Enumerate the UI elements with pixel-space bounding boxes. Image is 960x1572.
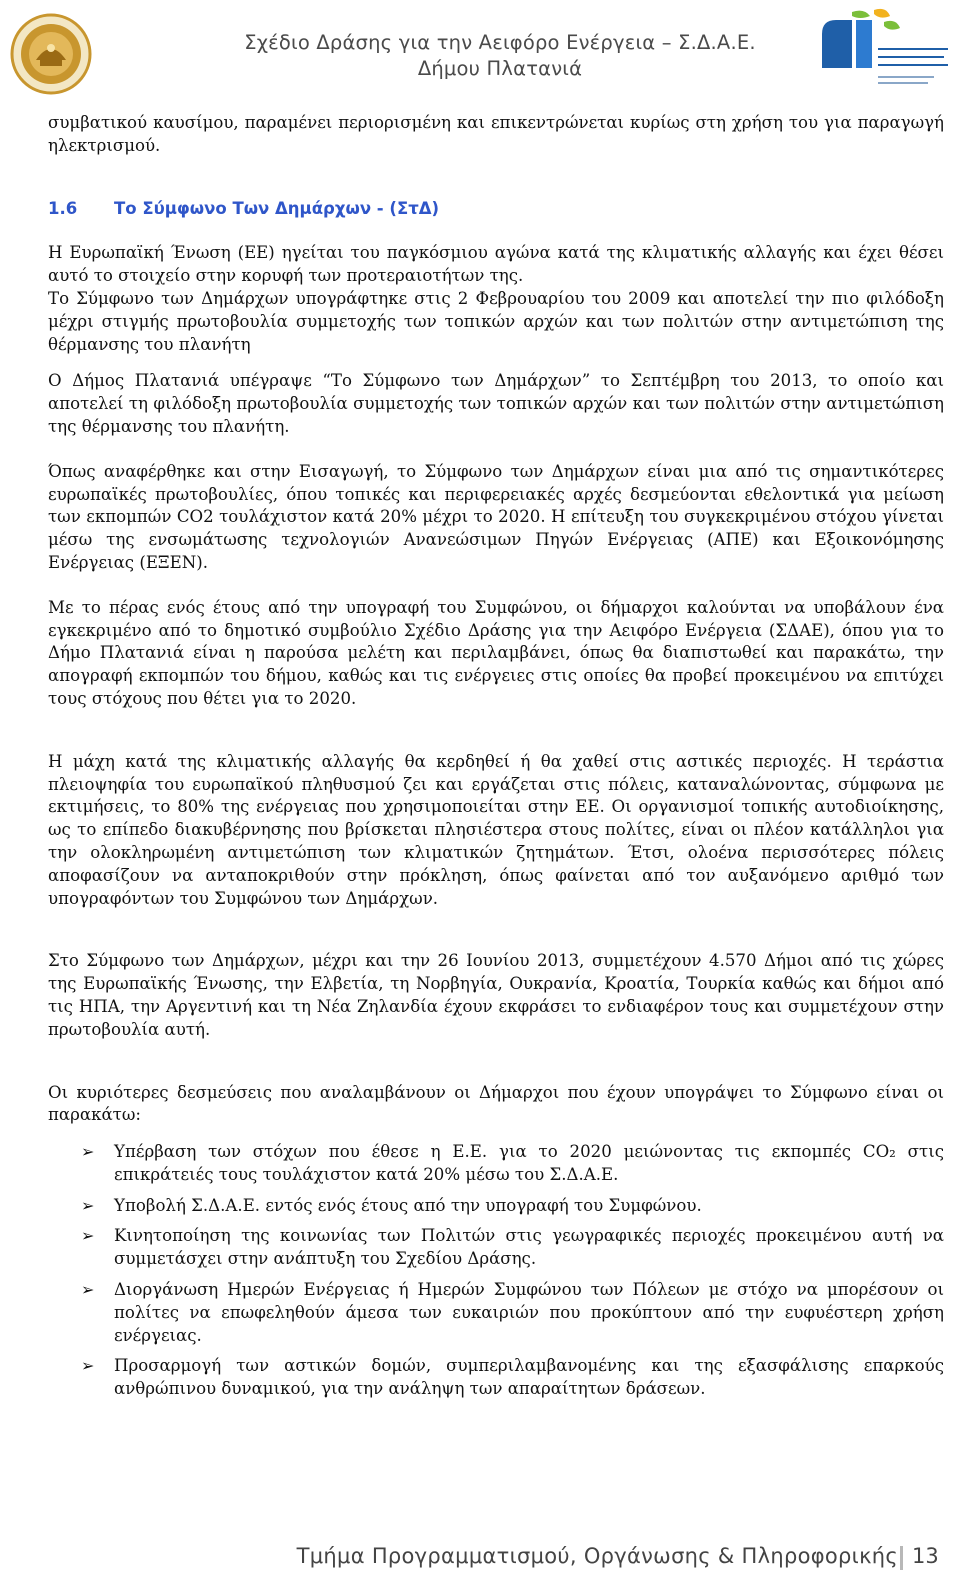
paragraph: Η Ευρωπαϊκή Ένωση (ΕΕ) ηγείται του παγκόσμιου αγώνα κατά της κλιματικής αλλαγής και έχει θέσει αυτό το στοιχείο στην κορυφή των προτεραιοτήτων της. [48,243,944,286]
paragraph: Οι κυριότερες δεσμεύσεις που αναλαμβάνουν οι Δήμαρχοι που έχουν υπογράψει το Σύμφωνο είναι οι παρακάτω: [48,1082,944,1125]
list-item: ➢ Διοργάνωση Ημερών Ενέργειας ή Ημερών Συμφώνου των Πόλεων με στόχο να μπορέσουν οι πολίτες να επωφεληθούν άμεσα των ευκαιριών που προκύπτουν από την ευφυέστερη χρήση ενέργειας. [81,1280,944,1345]
arrow-bullet-icon: ➢ [81,1356,95,1376]
covenant-of-mayors-logo [812,6,952,94]
arrow-bullet-icon: ➢ [81,1142,95,1162]
list-item: ➢ Κινητοποίηση της κοινωνίας των Πολιτών στις γεωγραφικές περιοχές προκειμένου αυτή να συμμετάσχει στην ανάπτυξη του Σχεδίου Δράσης. [81,1226,944,1269]
commitments-list [48,1141,944,1401]
arrow-bullet-icon: ➢ [81,1195,95,1215]
municipality-seal-logo [6,12,96,96]
section-number: 1.6 [48,198,78,218]
document-title: Σχέδιο Δράσης για την Αειφόρο Ενέργεια – Σ.Δ.Α.Ε. Δήμου Πλατανιά [244,31,756,80]
paragraph: Όπως αναφέρθηκε και στην Εισαγωγή, το Σύμφωνο των Δημάρχων είναι μια από τις σημαντικότερες ευρωπαϊκές πρωτοβουλίες, όπου τοπικές και περιφερειακές αρχές δεσμεύονται εθελοντικά για μείωση των εκπομπών CO2 τουλάχιστον κατά 20% μέχρι το 2020. Η επίτευξη του συγκεκριμένου στόχου γίνεται μέσω της ενσωμάτωσης τεχνολογιών Ανανεώσιμων Πηγών Ενέργειας (ΑΠΕ) και Εξοικονόμησης Ενέργειας (ΕΞΕΝ). [48,461,944,572]
page-body [48,112,944,1409]
arrow-bullet-icon: ➢ [81,1280,95,1300]
paragraph: Το Σύμφωνο των Δημάρχων υπογράφτηκε στις 2 Φεβρουαρίου του 2009 και αποτελεί την πιο φιλόδοξη μέχρι στιγμής πρωτοβουλία συμμετοχής των τοπικών αρχών και των πολιτών στην αντιμετώπιση της θέρμανσης του πλανήτη [48,288,944,354]
footer-department: Τμήμα Προγραμματισμού, Οργάνωσης & Πληροφορικής [296,1544,898,1568]
arrow-bullet-icon: ➢ [81,1226,95,1246]
paragraph: Με το πέρας ενός έτους από την υπογραφή του Συμφώνου, οι δήμαρχοι καλούνται να υποβάλουν ένα εγκεκριμένο από το δημοτικό συμβούλιο Σχέδιο Δράσης για την Αειφόρο Ενέργεια (ΣΔΑΕ), όπου για το Δήμο Πλατανιά είναι η παρούσα μελέτη και περιλαμβάνει, όπως θα διαπιστωθεί και παρακάτω, την απογραφή εκπομπών του δήμου, καθώς και τις ενέργειες στις οποίες θα προβεί προκειμένου να επιτύχει τους στόχους που θέτει για το 2020. [48,597,944,708]
paragraph: συμβατικού καυσίμου, παραμένει περιορισμένη και επικεντρώνεται κυρίως στη χρήση του για παραγωγή ηλεκτρισμού. [48,113,944,155]
list-item: ➢ Υπέρβαση των στόχων που έθεσε η Ε.Ε. για το 2020 μειώνοντας τις εκπομπές CO₂ στις επικράτειές τους τουλάχιστον κατά 20% μέσω του Σ.Δ.Α.Ε. [81,1142,944,1184]
section-title: Το Σύμφωνο Των Δημάρχων - (ΣτΔ) [114,198,440,218]
list-item: ➢ Προσαρμογή των αστικών δομών, συμπεριλαμβανομένης και της εξασφάλισης επαρκούς ανθρώπινου δυναμικού, για την ανάληψη των απαραίτητων δράσεων. [81,1356,944,1399]
paragraph: Στο Σύμφωνο των Δημάρχων, μέχρι και την 26 Ιουνίου 2013, συμμετέχουν 4.570 Δήμοι από τις χώρες της Ευρωπαϊκής Ένωσης, την Ελβετία, τη Νορβηγία, Ουκρανία, Κροατία, Τουρκία καθώς και δήμοι από τις ΗΠΑ, την Αργεντινή και τη Νέα Ζηλανδία έχουν εκφράσει το ενδιαφέρον τους και συμμετέχουν στην πρωτοβουλία αυτή. [48,951,944,1039]
paragraph: Ο Δήμος Πλατανιά υπέγραψε “Το Σύμφωνο των Δημάρχων” το Σεπτέμβρη του 2013, το οποίο και αποτελεί τη φιλόδοξη πρωτοβουλία συμμετοχής των τοπικών αρχών και των πολιτών στην αντιμετώπιση της θέρμανσης του πλανήτη. [48,371,944,436]
page-header [0,0,960,100]
page-number: 13 [912,1544,939,1568]
paragraph: Η μάχη κατά της κλιματικής αλλαγής θα κερδηθεί ή θα χαθεί στις αστικές περιοχές. Η τεράστια πλειοψηφία του ευρωπαϊκού πληθυσμού ζει και εργάζεται στις πόλεις, καταναλώνοντας, σύμφωνα με εκτιμήσεις, το 80% της ενέργειας που χρησιμοποιείται στην ΕΕ. Οι οργανισμοί τοπικής αυτοδιοίκησης, ως το επίπεδο διακυβέρνησης που βρίσκεται πλησιέστερα στους πολίτες, είναι οι πλέον κατάλληλοι για την ολοκληρωμένη αντιμετώπιση των κλιματικών ζητημάτων. Έτσι, ολοένα περισσότερες πόλεις αποφασίζουν να ανταποκριθούν στην πρόκληση, όπως φαίνεται από τον αυξανόμενο αριθμό των υπογραφόντων του Συμφώνου των Δημάρχων. [48,751,944,908]
page-footer [0,1540,960,1572]
section-heading [48,198,944,221]
list-item: ➢ Υποβολή Σ.Δ.Α.Ε. εντός ενός έτους από την υπογραφή του Συμφώνου. [48,1195,944,1218]
footer-divider [900,1546,903,1570]
